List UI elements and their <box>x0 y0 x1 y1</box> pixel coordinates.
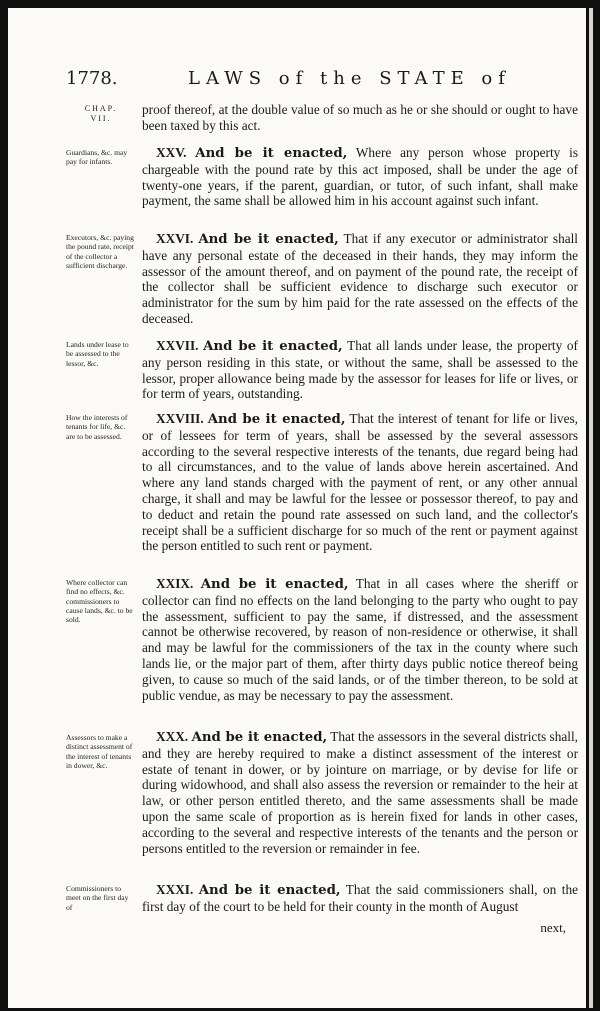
section-text: That in all cases where the sheriff or collector can find no effects on the land belonging to the party who ought to pay the assessment, sufficient to pay the same, if distressed, and the assessment cannot be otherwise recovered, by reason of non-residence or otherwise, it shall and may be lawful for the commissioners of the tax in the county where such lands lie, or the major part of them, after thirty days public notice thereof being given, to cause so much of the said lands, or of the timber thereon, to be sold at public vendue, as may be necessary to pay the assessment. <box>142 576 578 703</box>
section-number: XXVIII. <box>156 411 204 426</box>
section-xxx <box>142 729 578 856</box>
page-year: 1778. <box>66 68 118 89</box>
section-text: That the said commissioners shall, on the first day of the court to be held for their county in the month of August <box>142 882 578 914</box>
enacting-clause: And be it enacted, <box>195 146 348 161</box>
page-header <box>8 66 586 96</box>
margin-note-xxviii: How the interests of tenants for life, &c. are to be assessed. <box>66 413 128 441</box>
section-xxxi <box>142 882 578 915</box>
running-title: LAWS of the STATE of <box>188 68 511 89</box>
margin-note-xxx: Assessors to make a distinct assessment of the interest of tenants in dower, &c. <box>66 733 133 770</box>
margin-note-xxvii: Lands under lease to be assessed to the lessor, &c. <box>66 340 129 368</box>
section-number: XXX. <box>156 729 189 744</box>
chapter-marker <box>70 104 132 124</box>
section-xxviii <box>142 411 578 554</box>
section-xxv <box>142 145 578 209</box>
chapter-label: CHAP. <box>84 104 118 113</box>
page-edge <box>589 8 593 1008</box>
section-xxvii <box>142 338 578 402</box>
continuation-text: proof thereof, at the double value of so much as he or she should or ought to have been taxed by this act. <box>142 102 578 133</box>
margin-note-xxvi: Executors, &c. paying the pound rate, receipt of the collector a sufficient discharge. <box>66 233 134 270</box>
section-text: Where any person whose property is chargeable with the pound rate by this act imposed, shall be under the age of twenty-one years, if the parent, guardian, or tutor, of such infant, shall make payment, the same shall be allowed him in his account against such infant. <box>142 145 578 209</box>
margin-note-xxix: Where collector can find no effects, &c. commissioners to cause lands, &c. to be sold. <box>66 578 133 625</box>
section-text: That all lands under lease, the property of any person residing in this state, or without the same, shall be assessed to the lessor, proper allowance being made by the assessor for leases for life or lives, or for term of years, outstanding. <box>142 338 578 402</box>
section-number: XXIX. <box>156 576 194 591</box>
enacting-clause: And be it enacted, <box>198 883 341 898</box>
enacting-clause: And be it enacted, <box>207 412 346 427</box>
catchword: next, <box>540 920 566 935</box>
enacting-clause: And be it enacted, <box>198 232 339 247</box>
enacting-clause: And be it enacted, <box>191 730 328 745</box>
section-number: XXVII. <box>156 338 199 353</box>
section-xxvi <box>142 231 578 327</box>
book-page <box>8 8 586 1008</box>
margin-note-xxxi: Commissioners to meet on the first day of <box>66 884 129 912</box>
section-text: That the assessors in the several districts shall, and they are hereby required to make a distinct assessment of the interest or estate of tenant in dower, or by jointure on marriage, or by devise for life or during widowhood, and shall also assess the reversion or remainder to the heir at law, or other person entitled thereto, and the same assessments shall be made upon the same scale of proportion as is herein fixed for lands in other cases, according to the several and respective interests of the tenants and the person or persons entitled to the reversion or remainder in fee. <box>142 729 578 856</box>
section-text: That the interest of tenant for life or lives, or of lessees for term of years, shall be assessed by the several assessors according to the several respective interests of the tenants, due regard being had to all circumstances, and to the value of lands above herein ascertained. And where any land stands charged with the payment of rent, or any other annual charge, it shall and may be lawful for the lessee or possessor thereof, to pay and to deduct and retain the pound rate assessed on such land, and the collector's receipt shall be a sufficient discharge for so much of the rent or payment against the person entitled to such rent or payment. <box>142 411 578 554</box>
chapter-number: VII. <box>90 114 112 123</box>
enacting-clause: And be it enacted, <box>203 339 343 354</box>
section-number: XXVI. <box>156 231 194 246</box>
section-number: XXV. <box>156 145 187 160</box>
section-number: XXXI. <box>156 882 194 897</box>
section-xxix <box>142 576 578 703</box>
section-text: That if any executor or administrator shall have any personal estate of the deceased in their hands, they may inform the assessor of the amount thereof, and on payment of the pound rate, the receipt of the collector shall be sufficient evidence to discharge such executor or administrator for the sum by him paid for the rate assessed on the effects of the deceased. <box>142 231 579 326</box>
margin-note-xxv: Guardians, &c. may pay for infants. <box>66 148 128 167</box>
enacting-clause: And be it enacted, <box>200 577 349 592</box>
